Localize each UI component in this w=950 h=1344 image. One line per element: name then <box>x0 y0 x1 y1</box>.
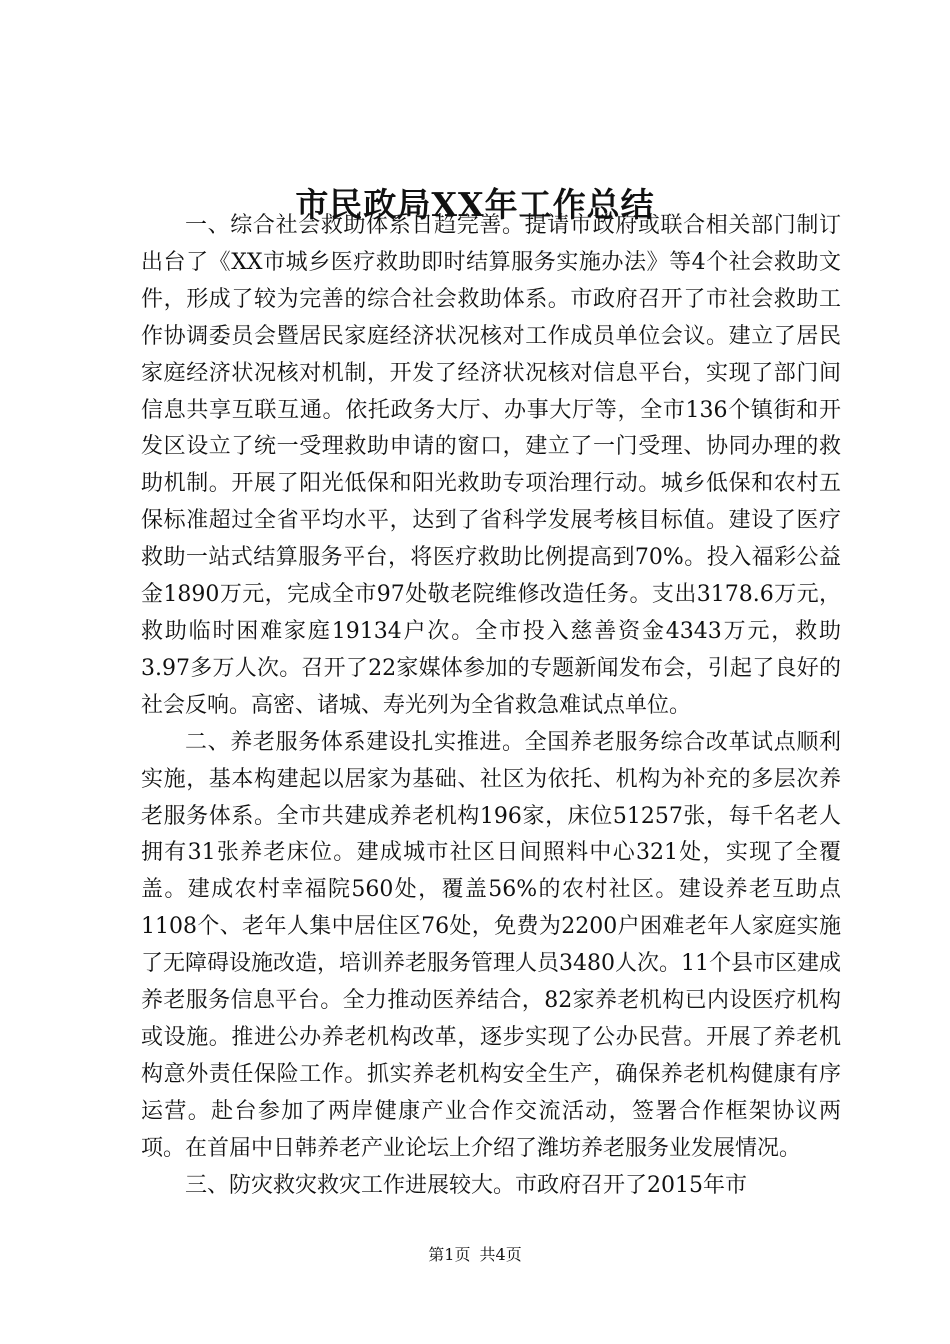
page-total: 共4页 <box>479 1245 522 1264</box>
page-footer <box>0 1244 950 1266</box>
document-body <box>141 208 841 1204</box>
paragraph-social-assistance: 一、综合社会救助体系日趋完善。提请市政府或联合相关部门制订出台了《XX市城乡医疗救助即时结算服务实施办法》等4个社会救助文件，形成了较为完善的综合社会救助体系。市政府召开了市社会救助工作协调委员会暨居民家庭经济状况核对工作成员单位会议。建立了居民家庭经济状况核对机制，开发了经济状况核对信息平台，实现了部门间信息共享互联互通。依托政务大厅、办事大厅等，全市136个镇街和开发区设立了统一受理救助申请的窗口，建立了一门受理、协同办理的救助机制。开展了阳光低保和阳光救助专项治理行动。城乡低保和农村五保标准超过全省平均水平，达到了省科学发展考核目标值。建设了医疗救助一站式结算服务平台，将医疗救助比例提高到70%。投入福彩公益金1890万元，完成全市97处敬老院维修改造任务。支出3178.6万元，救助临时困难家庭19134户次。全市投入慈善资金4343万元，救助3.97多万人次。召开了22家媒体参加的专题新闻发布会，引起了良好的社会反响。高密、诸城、寿光列为全省救急难试点单位。 <box>141 213 841 718</box>
paragraph-disaster-relief: 三、防灾救灾救灾工作进展较大。市政府召开了2015年市 <box>185 1172 747 1198</box>
page-number: 第1页 <box>428 1245 471 1264</box>
paragraph-elderly-services: 二、养老服务体系建设扎实推进。全国养老服务综合改革试点顺利实施，基本构建起以居家为基础、社区为依托、机构为补充的多层次养老服务体系。全市共建成养老机构196家，床位51257张，每千名老人拥有31张养老床位。建成城市社区日间照料中心321处，实现了全覆盖。建成农村幸福院560处，覆盖56%的农村社区。建设养老互助点1108个、老年人集中居住区76处，免费为2200户困难老年人家庭实施了无障碍设施改造，培训养老服务管理人员3480人次。11个县市区建成养老服务信息平台。全力推动医养结合，82家养老机构已内设医疗机构或设施。推进公办养老机构改革，逐步实现了公办民营。开展了养老机构意外责任保险工作。抓实养老机构安全生产，确保养老机构健康有序运营。赴台参加了两岸健康产业合作交流活动，签署合作框架协议两项。在首届中日韩养老产业论坛上介绍了潍坊养老服务业发展情况。 <box>141 729 841 1161</box>
document-title: 市民政局XX年工作总结 <box>295 185 655 225</box>
